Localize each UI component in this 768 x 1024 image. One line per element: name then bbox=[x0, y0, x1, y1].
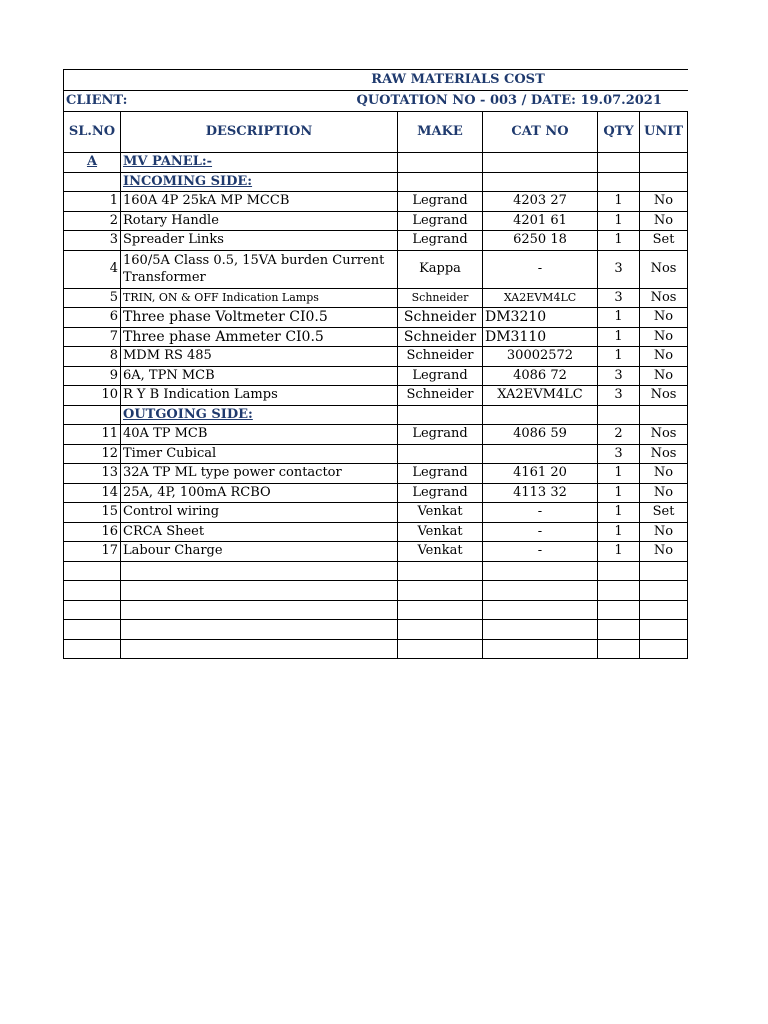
row-description: MDM RS 485 bbox=[121, 347, 398, 367]
raw-materials-table bbox=[63, 69, 688, 659]
row-description: R Y B Indication Lamps bbox=[121, 386, 398, 406]
table-row bbox=[64, 425, 688, 445]
row-catno bbox=[483, 444, 598, 464]
table-row bbox=[64, 522, 688, 542]
row-description: 25A, 4P, 100mA RCBO bbox=[121, 483, 398, 503]
row-make: Schneider bbox=[398, 386, 483, 406]
sheet-title: RAW MATERIALS COST bbox=[121, 70, 688, 91]
row-unit: No bbox=[640, 542, 688, 562]
section-letter: A bbox=[64, 153, 121, 173]
header-make: MAKE bbox=[398, 112, 483, 153]
row-description: 6A, TPN MCB bbox=[121, 366, 398, 386]
row-make: Venkat bbox=[398, 522, 483, 542]
row-qty: 3 bbox=[598, 366, 640, 386]
row-unit: No bbox=[640, 464, 688, 484]
row-slno: 16 bbox=[64, 522, 121, 542]
header-description: DESCRIPTION bbox=[121, 112, 398, 153]
row-make: Legrand bbox=[398, 192, 483, 212]
row-make: Venkat bbox=[398, 542, 483, 562]
row-make: Legrand bbox=[398, 366, 483, 386]
empty-row bbox=[64, 581, 688, 601]
incoming-heading-row bbox=[64, 172, 688, 192]
quotation-sheet bbox=[63, 69, 687, 659]
row-catno: 4113 32 bbox=[483, 483, 598, 503]
row-make: Schneider bbox=[398, 308, 483, 328]
table-row bbox=[64, 542, 688, 562]
row-qty: 3 bbox=[598, 288, 640, 308]
table-row bbox=[64, 386, 688, 406]
row-qty: 1 bbox=[598, 503, 640, 523]
table-row bbox=[64, 288, 688, 308]
header-slno: SL.NO bbox=[64, 112, 121, 153]
row-slno: 8 bbox=[64, 347, 121, 367]
header-unit: UNIT bbox=[640, 112, 688, 153]
row-unit: No bbox=[640, 192, 688, 212]
empty-row bbox=[64, 620, 688, 640]
row-unit: No bbox=[640, 347, 688, 367]
row-catno: 4201 61 bbox=[483, 211, 598, 231]
row-slno: 17 bbox=[64, 542, 121, 562]
header-catno: CAT NO bbox=[483, 112, 598, 153]
table-row bbox=[64, 464, 688, 484]
row-make: Venkat bbox=[398, 503, 483, 523]
title-row bbox=[64, 70, 688, 91]
row-qty: 2 bbox=[598, 425, 640, 445]
row-unit: Nos bbox=[640, 444, 688, 464]
row-slno: 7 bbox=[64, 327, 121, 347]
row-qty: 1 bbox=[598, 211, 640, 231]
row-slno: 14 bbox=[64, 483, 121, 503]
row-unit: Nos bbox=[640, 425, 688, 445]
row-description: 160/5A Class 0.5, 15VA burden Current Transformer bbox=[121, 250, 398, 288]
row-catno: DM3110 bbox=[483, 327, 598, 347]
row-unit: Nos bbox=[640, 386, 688, 406]
row-unit: No bbox=[640, 327, 688, 347]
section-row bbox=[64, 153, 688, 173]
row-qty: 3 bbox=[598, 250, 640, 288]
row-catno: 30002572 bbox=[483, 347, 598, 367]
empty-row bbox=[64, 639, 688, 659]
table-row bbox=[64, 366, 688, 386]
outgoing-side-label: OUTGOING SIDE: bbox=[121, 405, 398, 425]
row-make: Legrand bbox=[398, 483, 483, 503]
table-row bbox=[64, 308, 688, 328]
table-row bbox=[64, 347, 688, 367]
row-description: Three phase Ammeter CI0.5 bbox=[121, 327, 398, 347]
column-header-row bbox=[64, 112, 688, 153]
row-description: TRIN, ON & OFF Indication Lamps bbox=[121, 288, 398, 308]
outgoing-heading-row bbox=[64, 405, 688, 425]
row-catno: 4161 20 bbox=[483, 464, 598, 484]
row-make: Schneider bbox=[398, 347, 483, 367]
row-slno: 10 bbox=[64, 386, 121, 406]
row-catno: XA2EVM4LC bbox=[483, 386, 598, 406]
row-qty: 1 bbox=[598, 483, 640, 503]
row-slno: 3 bbox=[64, 231, 121, 251]
row-catno: XA2EVM4LC bbox=[483, 288, 598, 308]
row-make bbox=[398, 444, 483, 464]
row-description: Control wiring bbox=[121, 503, 398, 523]
table-row bbox=[64, 250, 688, 288]
row-unit: No bbox=[640, 308, 688, 328]
row-unit: No bbox=[640, 211, 688, 231]
row-catno: - bbox=[483, 522, 598, 542]
row-qty: 1 bbox=[598, 522, 640, 542]
row-slno: 13 bbox=[64, 464, 121, 484]
table-row bbox=[64, 231, 688, 251]
row-qty: 1 bbox=[598, 308, 640, 328]
row-slno: 5 bbox=[64, 288, 121, 308]
row-make: Schneider bbox=[398, 288, 483, 308]
row-unit: Nos bbox=[640, 288, 688, 308]
table-row bbox=[64, 444, 688, 464]
row-qty: 3 bbox=[598, 386, 640, 406]
row-unit: Nos bbox=[640, 250, 688, 288]
row-qty: 1 bbox=[598, 192, 640, 212]
row-qty: 1 bbox=[598, 542, 640, 562]
table-row bbox=[64, 211, 688, 231]
table-row bbox=[64, 192, 688, 212]
row-make: Kappa bbox=[398, 250, 483, 288]
row-description: CRCA Sheet bbox=[121, 522, 398, 542]
row-qty: 1 bbox=[598, 347, 640, 367]
row-make: Schneider bbox=[398, 327, 483, 347]
row-make: Legrand bbox=[398, 211, 483, 231]
row-description: Timer Cubical bbox=[121, 444, 398, 464]
client-row bbox=[64, 91, 688, 112]
row-description: Spreader Links bbox=[121, 231, 398, 251]
header-qty: QTY bbox=[598, 112, 640, 153]
row-slno: 6 bbox=[64, 308, 121, 328]
row-slno: 2 bbox=[64, 211, 121, 231]
row-catno: 6250 18 bbox=[483, 231, 598, 251]
incoming-side-label: INCOMING SIDE: bbox=[121, 172, 398, 192]
section-label: MV PANEL:- bbox=[121, 153, 398, 173]
row-catno: 4203 27 bbox=[483, 192, 598, 212]
row-catno: - bbox=[483, 503, 598, 523]
row-qty: 3 bbox=[598, 444, 640, 464]
row-catno: DM3210 bbox=[483, 308, 598, 328]
row-description: 32A TP ML type power contactor bbox=[121, 464, 398, 484]
table-row bbox=[64, 503, 688, 523]
empty-row bbox=[64, 600, 688, 620]
table-row bbox=[64, 327, 688, 347]
row-slno: 12 bbox=[64, 444, 121, 464]
row-make: Legrand bbox=[398, 231, 483, 251]
row-unit: No bbox=[640, 483, 688, 503]
row-catno: 4086 72 bbox=[483, 366, 598, 386]
row-slno: 11 bbox=[64, 425, 121, 445]
table-row bbox=[64, 483, 688, 503]
row-slno: 9 bbox=[64, 366, 121, 386]
row-description: Labour Charge bbox=[121, 542, 398, 562]
row-make: Legrand bbox=[398, 464, 483, 484]
row-unit: Set bbox=[640, 231, 688, 251]
row-description: Rotary Handle bbox=[121, 211, 398, 231]
row-catno: - bbox=[483, 542, 598, 562]
row-catno: - bbox=[483, 250, 598, 288]
row-catno: 4086 59 bbox=[483, 425, 598, 445]
row-qty: 1 bbox=[598, 327, 640, 347]
empty-row bbox=[64, 561, 688, 581]
row-unit: No bbox=[640, 522, 688, 542]
row-unit: No bbox=[640, 366, 688, 386]
row-slno: 1 bbox=[64, 192, 121, 212]
row-slno: 15 bbox=[64, 503, 121, 523]
row-description: 160A 4P 25kA MP MCCB bbox=[121, 192, 398, 212]
row-description: 40A TP MCB bbox=[121, 425, 398, 445]
client-label: CLIENT: bbox=[64, 91, 398, 112]
quotation-info: QUOTATION NO - 003 / DATE: 19.07.2021 bbox=[398, 91, 688, 112]
row-unit: Set bbox=[640, 503, 688, 523]
row-make: Legrand bbox=[398, 425, 483, 445]
row-qty: 1 bbox=[598, 231, 640, 251]
row-qty: 1 bbox=[598, 464, 640, 484]
row-description: Three phase Voltmeter CI0.5 bbox=[121, 308, 398, 328]
row-slno: 4 bbox=[64, 250, 121, 288]
